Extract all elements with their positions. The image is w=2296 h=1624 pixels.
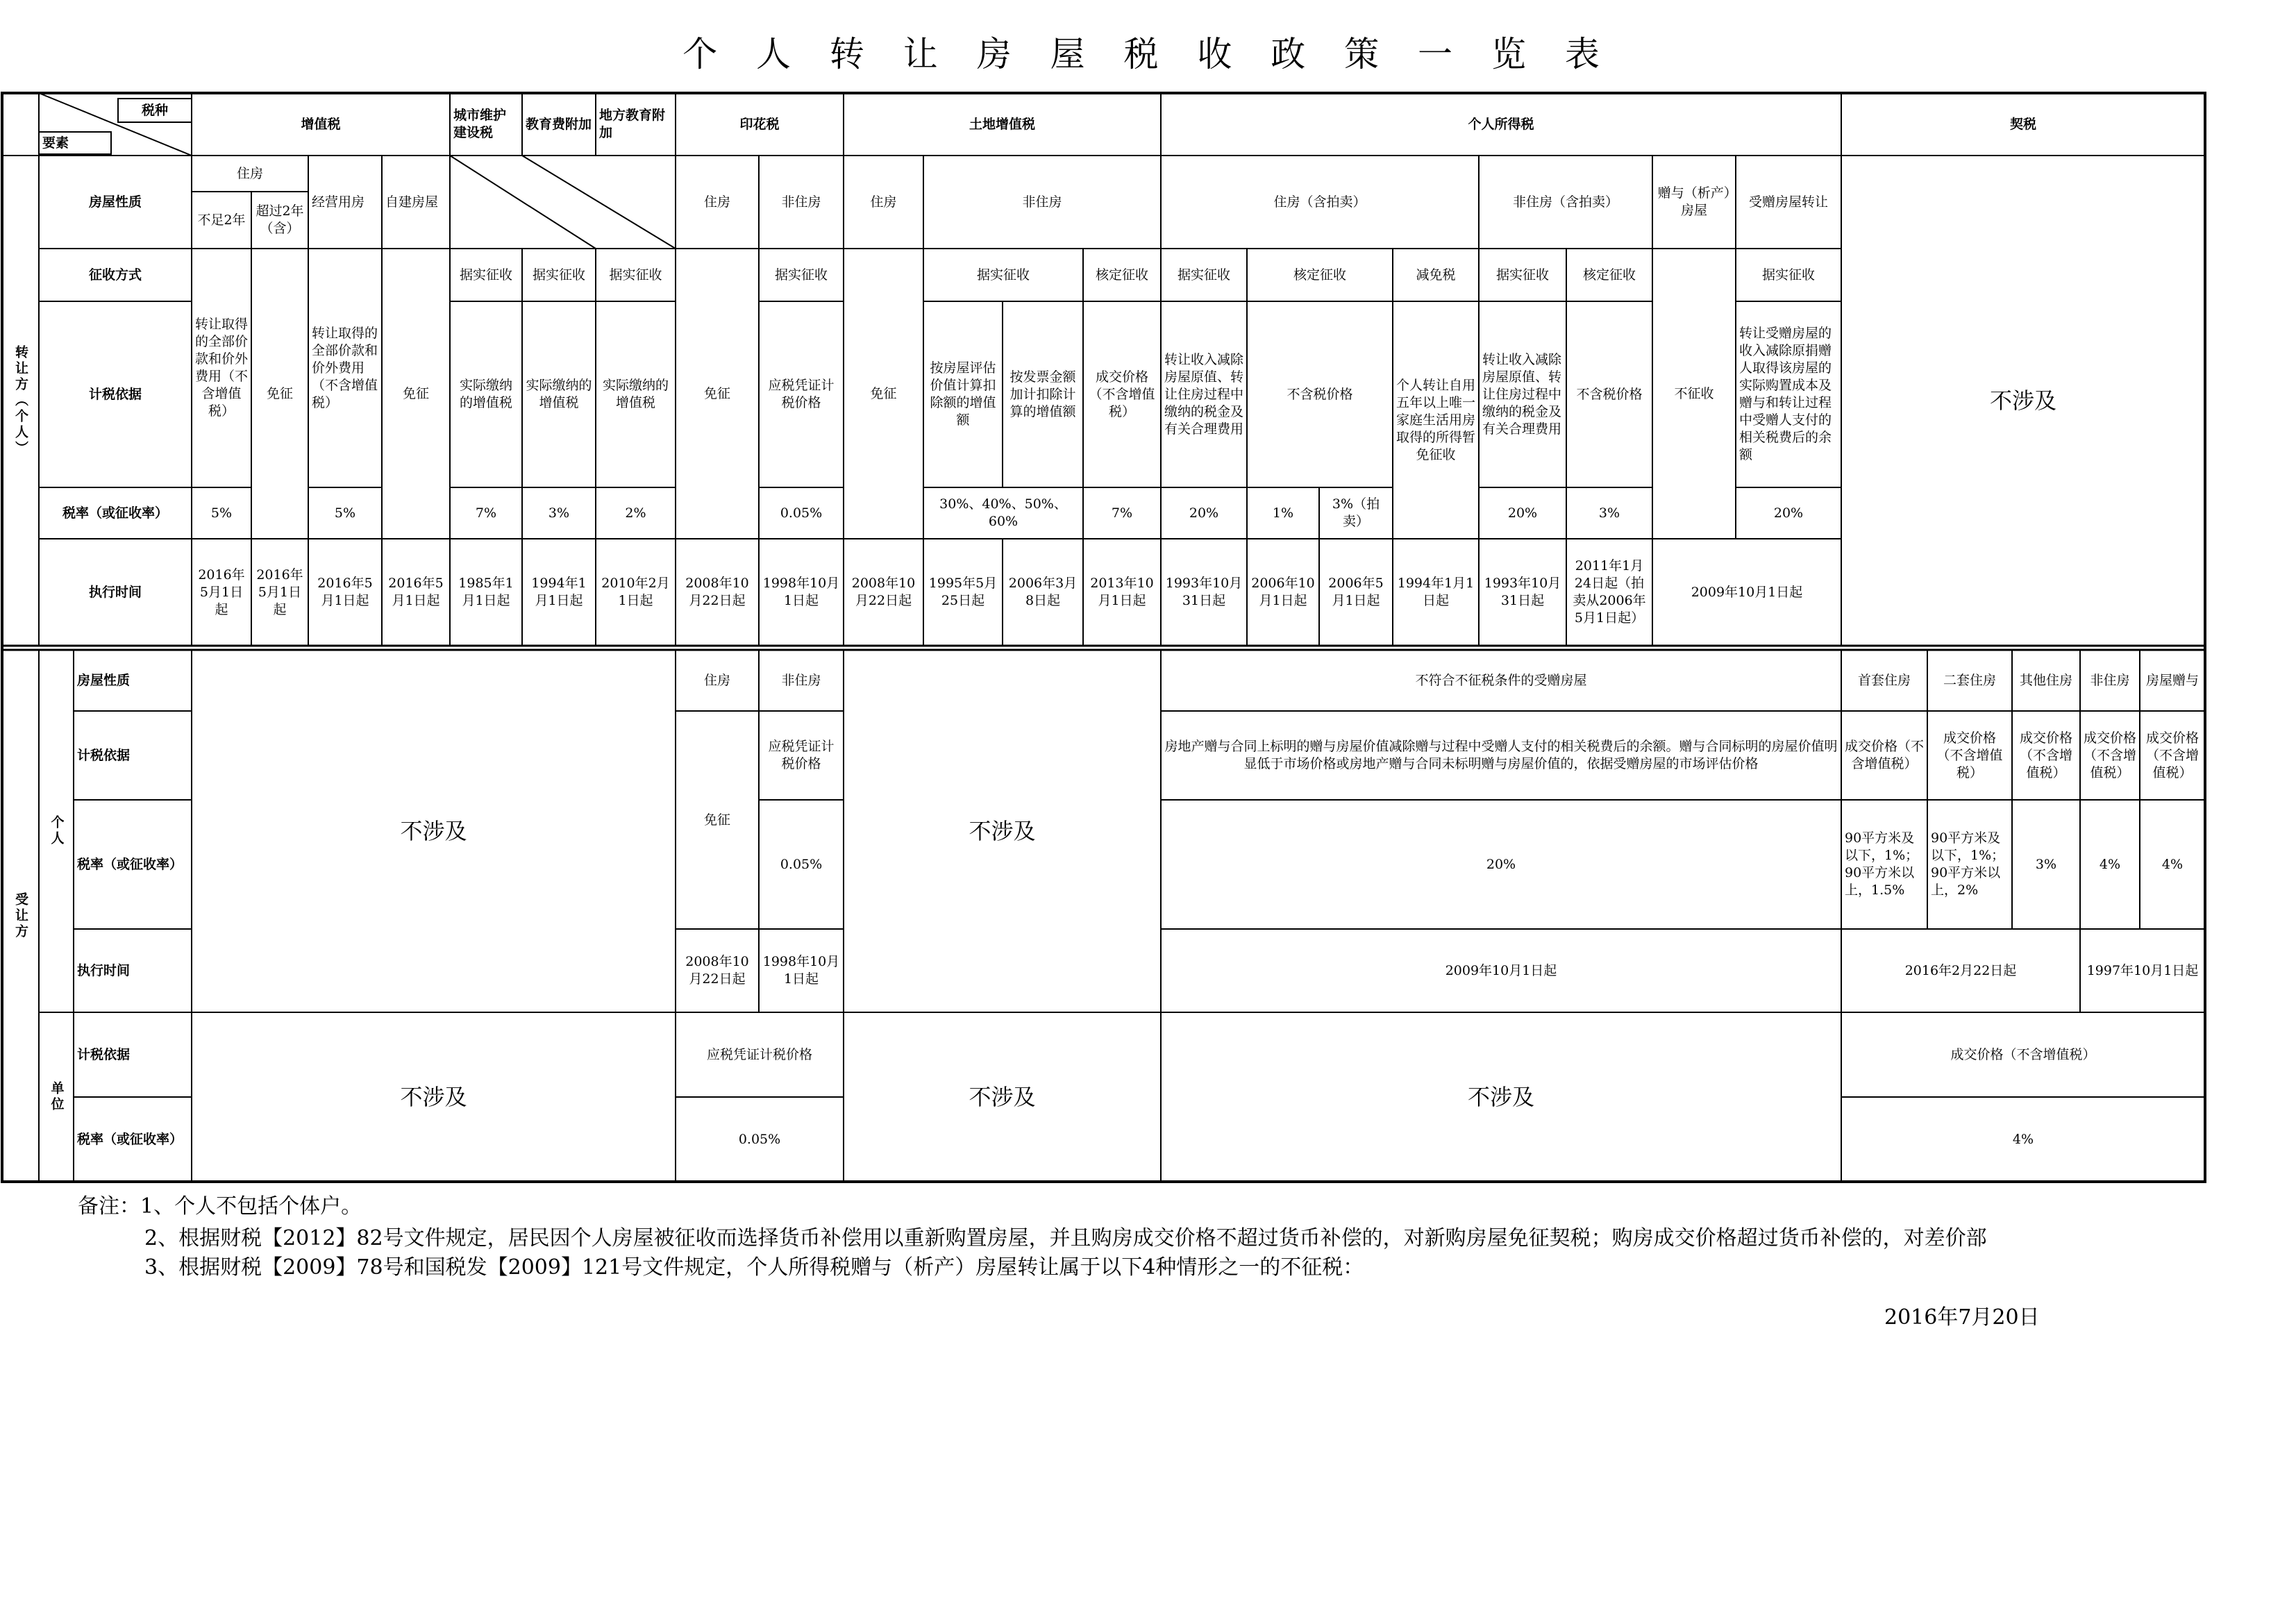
land-basis-2: 按发票金额加计扣除计算的增值额	[1009, 369, 1076, 419]
land-nonhouse: 非住房	[1022, 194, 1062, 210]
vat-house: 住房	[236, 165, 263, 181]
pit-rate-1: 20%	[1189, 505, 1219, 521]
stamp-rate: 0.05%	[780, 505, 823, 521]
r-stamp-nonhouse: 非住房	[781, 672, 821, 688]
vat-time-3: 2016年5月1日起	[317, 576, 373, 608]
vat-exempt-self: 免征	[402, 385, 429, 401]
stamp-exempt: 免征	[703, 385, 730, 401]
vat-time-1: 2016年5月1日起	[198, 567, 245, 617]
r-deed-rate-3: 3%	[2035, 856, 2057, 872]
tax-edu: 教育费附加	[526, 116, 592, 132]
surcharge-diagonal-1	[450, 156, 596, 249]
r-deed-rate-1: 90平方米及以下，1%；90平方米以上，1.5%	[1845, 830, 1919, 898]
pit-rate-5: 3%	[1598, 505, 1620, 521]
r-stamp-time-1: 2008年10月22日起	[685, 954, 749, 987]
r-deed-property-5: 房屋赠与	[2145, 672, 2199, 688]
stamp-house: 住房	[703, 194, 730, 210]
deed-na: 不涉及	[1989, 387, 2056, 414]
tax-deed: 契税	[2009, 116, 2036, 132]
pit-time-3: 2006年5月1日起	[1328, 576, 1384, 608]
stamp-basis: 应税凭证计税价格	[768, 378, 835, 410]
pit-rate-2: 1%	[1272, 505, 1294, 521]
stamp-time-1: 2008年10月22日起	[685, 576, 749, 608]
land-time-0: 2008年10月22日起	[851, 576, 916, 608]
r-deed-time-1: 2016年2月22日起	[1904, 962, 2017, 978]
pit-time-6: 2011年1月24日起（拍卖从2006年5月1日起）	[1573, 558, 1646, 626]
r-deed-property-4: 非住房	[2090, 672, 2130, 688]
pit-rate-3: 3%（拍卖）	[1332, 496, 1380, 529]
land-basis-1: 按房屋评估价值计算扣除额的增值额	[930, 360, 996, 428]
tax-stamp: 印花税	[739, 116, 780, 132]
u-pit-na: 不涉及	[1467, 1083, 1534, 1110]
vat-basis-lt2: 转让取得的全部价款和价外费用（不含增值税）	[195, 317, 249, 419]
u-stamp-basis: 应税凭证计税价格	[706, 1046, 812, 1062]
r-deed-basis-2: 成交价格（不含增值税）	[1936, 730, 2003, 780]
pit-basis-3: 个人转让自用五年以上唯一家庭生活用房取得的所得暂免征收	[1396, 377, 1476, 462]
tax-pit: 个人所得税	[1468, 116, 1534, 132]
gift-property: 受赠房屋转让	[1748, 194, 1828, 210]
pit-method-2: 核定征收	[1293, 267, 1346, 283]
surcharge-diagonal-2	[522, 156, 676, 249]
vat-basis-biz: 转让取得的全部价款和价外费用（不含增值税）	[312, 325, 378, 410]
document-date: 2016年7月20日	[1884, 1305, 2040, 1330]
side-transferee: 受让方	[13, 891, 28, 940]
pit-basis-2: 不含税价格	[1287, 386, 1353, 402]
gift-basis: 转让受赠房屋的收入减除原捐赠人取得该房屋的实际购置成本及赠与和转让过程中受赠人支付的相关税费后的余额	[1739, 326, 1832, 462]
gift-rate: 20%	[1773, 505, 1804, 521]
row-method: 征收方式	[88, 267, 142, 283]
pit-nonhouse: 非住房（含拍卖）	[1512, 194, 1618, 210]
pit-basis-5: 不含税价格	[1576, 386, 1643, 402]
urban-basis: 实际缴纳的增值税	[459, 378, 512, 410]
r-deed-basis-4: 成交价格（不含增值税）	[2084, 730, 2137, 780]
pit-method-5: 核定征收	[1582, 267, 1636, 283]
r-deed-basis-3: 成交价格（不含增值税）	[2019, 730, 2072, 780]
r-stamp-basis: 应税凭证计税价格	[768, 739, 835, 771]
vat-self: 自建房屋	[385, 194, 439, 210]
corner-bottom: 要素	[42, 135, 69, 151]
corner-top: 税种	[141, 102, 168, 118]
localedu-time: 2010年2月1日起	[601, 576, 670, 608]
land-time-2: 2006年3月8日起	[1008, 576, 1078, 608]
note-2: 2、根据财税【2012】82号文件规定，居民因个人房屋被征收而选择货币补偿用以重新购置房屋，并且购房成交价格不超过货币补偿的，对新购房屋免征契税；购房成交价格超过货币补偿的，对差价部	[144, 1226, 1987, 1250]
edu-time: 1994年1月1日起	[531, 576, 587, 608]
r-stamp-house: 住房	[703, 672, 730, 688]
urban-rate: 7%	[475, 505, 497, 521]
side-individual: 个人	[49, 815, 65, 847]
r-stamp-rate: 0.05%	[780, 856, 823, 872]
land-house: 住房	[870, 194, 897, 210]
r-row-time: 执行时间	[77, 962, 131, 978]
localedu-method: 据实征收	[609, 267, 662, 283]
r-vat-na: 不涉及	[400, 817, 467, 844]
r-row-basis: 计税依据	[77, 747, 131, 763]
pit-rate-4: 20%	[1507, 505, 1538, 521]
u-deed-basis: 成交价格（不含增值税）	[1950, 1046, 2096, 1062]
pit-house: 住房（含拍卖）	[1273, 194, 1366, 210]
stamp-nonhouse: 非住房	[781, 194, 821, 210]
pit-method-1: 据实征收	[1177, 267, 1230, 283]
row-time: 执行时间	[88, 584, 142, 600]
r-land-na: 不涉及	[969, 817, 1036, 844]
r-deed-basis-5: 成交价格（不含增值税）	[2145, 730, 2199, 780]
r-pit-basis: 房地产赠与合同上标明的赠与房屋价值减除赠与过程中受赠人支付的相关税费后的余额。赠与合同标明的房屋价值明显低于市场价格或房地产赠与合同未标明赠与房屋价值的，依据受赠房屋的市场评估价格	[1164, 739, 1838, 771]
side-unit: 单位	[49, 1081, 65, 1113]
land-time-3: 2013年10月1日起	[1090, 576, 1154, 608]
cell-border	[450, 156, 676, 249]
edu-method: 据实征收	[532, 267, 585, 283]
u-row-rate: 税率（或征收率）	[77, 1131, 183, 1147]
r-deed-basis-1: 成交价格（不含增值税）	[1845, 739, 1925, 771]
pit-method-4: 据实征收	[1495, 267, 1549, 283]
pit-basis-1: 转让收入减除房屋原值、转让住房过程中缴纳的税金及有关合理费用	[1164, 351, 1244, 437]
pit-time-1: 1993年10月31日起	[1165, 576, 1243, 608]
r-deed-rate-2: 90平方米及以下，1%；90平方米以上，2%	[1931, 830, 2005, 898]
pit-time-2: 2006年10月1日起	[1251, 576, 1315, 608]
u-deed-rate: 4%	[2012, 1131, 2034, 1147]
edu-rate: 3%	[548, 505, 570, 521]
pit-basis-6: 不征收	[1674, 385, 1714, 401]
cell-border	[2, 93, 39, 156]
page-title: 个 人 转 让 房 屋 税 收 政 策 一 览 表	[682, 34, 1614, 74]
row-rate: 税率（或征收率）	[62, 505, 168, 521]
gift-time: 2009年10月1日起	[1691, 584, 1803, 600]
r-stamp-exempt: 免征	[703, 812, 730, 828]
pit-basis-4: 转让收入减除房屋原值、转让住房过程中缴纳的税金及有关合理费用	[1482, 351, 1562, 437]
r-pit-time: 2009年10月1日起	[1445, 962, 1557, 978]
tax-urban: 城市维护建设税	[453, 108, 507, 140]
vat-rate-biz: 5%	[334, 505, 356, 521]
vat-lt2: 不足2年	[197, 212, 246, 228]
r-stamp-time-2: 1998年10月1日起	[762, 954, 840, 987]
row-basis: 计税依据	[88, 386, 142, 402]
side-transferor: 转让方（个人）	[13, 344, 28, 457]
gift-method: 据实征收	[1761, 267, 1815, 283]
pit-gift: 赠与（析产）房屋	[1657, 185, 1731, 218]
r-pit-property: 不符合不征税条件的受赠房屋	[1415, 672, 1587, 688]
r-deed-property-2: 二套住房	[1943, 672, 1996, 688]
r-deed-property-3: 其他住房	[2019, 672, 2072, 688]
vat-exempt-ge2: 免征	[266, 385, 293, 401]
u-row-basis: 计税依据	[77, 1046, 131, 1062]
pit-time-5: 1993年10月31日起	[1484, 576, 1561, 608]
pit-method-3: 减免税	[1416, 267, 1456, 283]
r-pit-rate: 20%	[1486, 856, 1516, 872]
note-3: 3、根据财税【2009】78号和国税发【2009】121号文件规定，个人所得税赠与（析产）房屋转让属于以下4种情形之一的不征税：	[144, 1255, 1364, 1280]
vat-ge2: 超过2年（含）	[255, 203, 304, 236]
land-basis-3: 成交价格（不含增值税）	[1089, 369, 1155, 419]
u-vat-na: 不涉及	[400, 1083, 467, 1110]
vat-rate-lt2: 5%	[210, 505, 233, 521]
land-method-assessed: 核定征收	[1095, 267, 1148, 283]
r-deed-time-2: 1997年10月1日起	[2086, 962, 2199, 978]
localedu-basis: 实际缴纳的增值税	[602, 378, 669, 410]
note-1: 备注：1、个人不包括个体户。	[78, 1194, 362, 1219]
tax-vat: 增值税	[301, 116, 341, 132]
land-time-1: 1995年5月25日起	[928, 576, 998, 608]
tax-localedu: 地方教育附加	[599, 108, 666, 140]
land-exempt: 免征	[870, 385, 897, 401]
u-land-na: 不涉及	[969, 1083, 1036, 1110]
stamp-method: 据实征收	[774, 267, 828, 283]
r-deed-rate-5: 4%	[2161, 856, 2184, 872]
land-rate-2: 7%	[1111, 505, 1133, 521]
land-method-actual: 据实征收	[976, 267, 1030, 283]
localedu-rate: 2%	[625, 505, 646, 521]
row-property: 房屋性质	[88, 194, 142, 210]
r-deed-rate-4: 4%	[2099, 856, 2121, 872]
pit-time-4: 1994年1月1日起	[1397, 576, 1475, 608]
vat-time-4: 2016年5月1日起	[388, 576, 444, 608]
tax-land: 土地增值税	[969, 116, 1035, 132]
r-row-property: 房屋性质	[77, 672, 131, 688]
r-deed-property-1: 首套住房	[1857, 672, 1911, 688]
urban-time: 1985年1月1日起	[458, 576, 514, 608]
u-stamp-rate: 0.05%	[738, 1131, 781, 1147]
r-row-rate: 税率（或征收率）	[77, 856, 183, 872]
urban-method: 据实征收	[459, 267, 512, 283]
vat-time-2: 2016年5月1日起	[256, 567, 303, 617]
stamp-time-2: 1998年10月1日起	[762, 576, 840, 608]
vat-biz: 经营用房	[312, 194, 365, 210]
edu-basis: 实际缴纳的增值税	[526, 378, 592, 410]
land-rate-1: 30%、40%、50%、60%	[939, 496, 1067, 529]
